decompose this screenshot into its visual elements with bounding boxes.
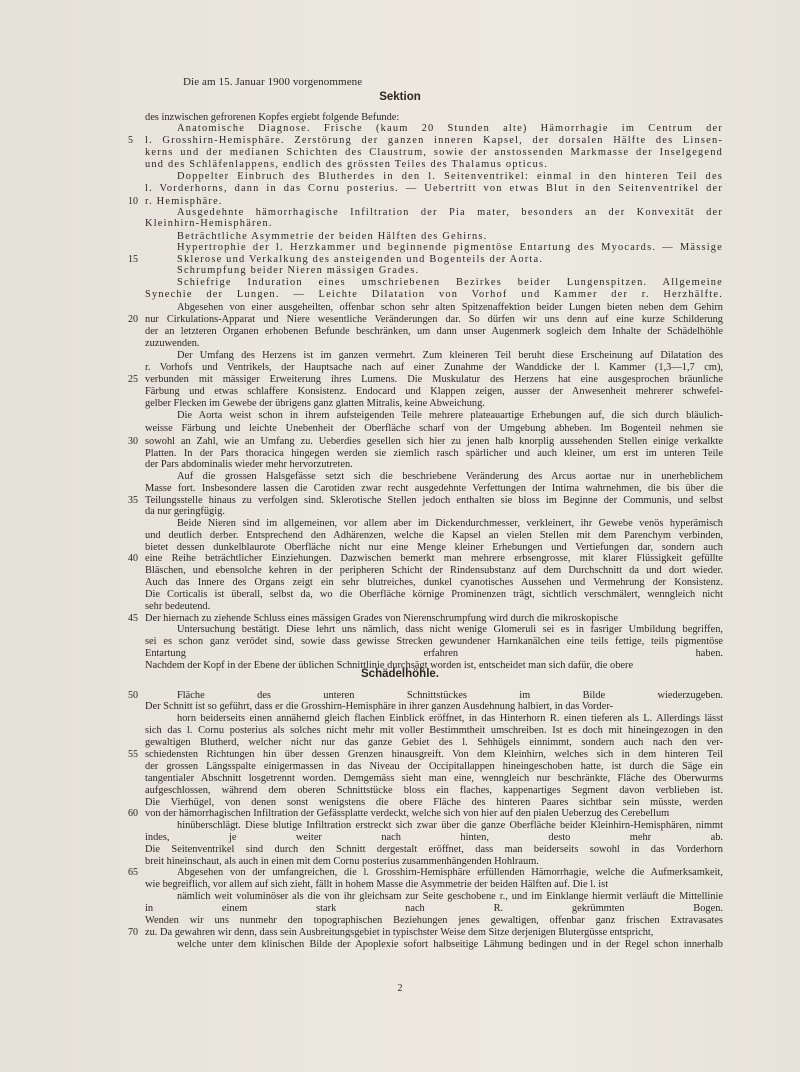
page-number: 2	[397, 983, 403, 994]
line-number: 10	[128, 196, 138, 207]
text-line: r. Vorhofs und Ventrikels, der Hauptsache nach auf einer Zunahme der Wanddicke der l. Kammer (1,3—1,7 cm),	[145, 362, 723, 373]
text-line: Die Seitenventrikel sind durch den Schnitt dergestalt eröffnet, dass man beiderseits sowohl in das Vorderhorn	[145, 844, 723, 855]
text-line: kerns und der medianen Schichten des Claustrum, sowie der anstossenden Markmasse der Inselgegend	[145, 147, 723, 158]
section-title-sektion: Sektion	[379, 91, 421, 103]
text-line: Entartung erfahren haben.	[145, 648, 723, 659]
text-line: und deutlich derber. Entsprechend den Adhärenzen, welche die Kapsel an vielen Stellen mit dem Parenchym verbinden,	[145, 530, 723, 541]
text-line: von der hämorrhagischen Infiltration der Gefässplatte verdeckt, welche sich von hier auf den pialen Ueberzug des Cerebellum	[145, 808, 670, 819]
text-line: Die Vierhügel, von denen sonst wenigstens die obere Fläche des hinteren Paares sichtbar sein müsste, werden	[145, 797, 723, 808]
line-number: 60	[128, 808, 138, 819]
text-line: Die Corticalis ist überall, selbst da, wo die Oberfläche körnige Prominenzen trägt, sichtlich verschmälert, wenngleich nicht	[145, 589, 723, 600]
text-line: Abgesehen von der umfangreichen, die l. Grosshirn-Hemisphäre erfüllenden Hämorrhagie, welche die Aufmerksamkeit,	[177, 867, 723, 878]
text-line: Der Umfang des Herzens ist im ganzen vermehrt. Zum kleineren Teil beruht diese Erscheinung auf Dilatation des	[177, 350, 723, 361]
line-number: 20	[128, 314, 138, 325]
text-line: l. Grosshirn-Hemisphäre. Zerstörung der ganzen inneren Kapsel, der dorsalen Hälfte des Linsen-	[145, 135, 723, 146]
text-line: Der hiernach zu ziehende Schluss eines mässigen Grades von Nierenschrumpfung wird durch die mikroskopische	[145, 613, 618, 624]
line-number: 70	[128, 927, 138, 938]
text-line: Platten. In der Pars thoracica hingegen werden sie ziemlich rasch spärlicher und auch kleiner, um erst im unteren Teile	[145, 448, 723, 459]
text-line: der Pars abdominalis wieder mehr hervorzutreten.	[145, 459, 353, 470]
text-line: Schrumpfung beider Nieren mässigen Grades.	[177, 265, 420, 276]
text-line: gelber Flecken im Gewebe der übrigens ganz glatten Mitralis, keine Abweichung.	[145, 398, 485, 409]
text-line: welche unter dem klinischen Bilde der Apoplexie sofort halbseitige Lähmung bedingen und in der Regel schon innerhalb	[177, 939, 723, 950]
text-line: Doppelter Einbruch des Blutherdes in den l. Seitenventrikel: einmal in den hinteren Teil des	[177, 171, 723, 182]
text-line: Auch das Innere des Organs zeigt ein sehr blutreiches, dunkel cyanotisches Aussehen und Vermehrung der Konsistenz.	[145, 577, 723, 588]
text-line: da nur geringfügig.	[145, 506, 225, 517]
text-line: sei es schon ganz verödet sind, sowie dass gewisse Strecken gewundener Harnkanälchen eine teils fettige, teils pigmentöse	[145, 636, 723, 647]
text-line: wie begreiflich, vor allem auf sich zieht, fällt in hohem Masse die Asymmetrie der beiden Hälften auf. Die l. ist	[145, 879, 609, 890]
line-number: 40	[128, 553, 138, 564]
text-line: und des Schläfenlappens, endlich des grössten Teiles des Thalamus opticus.	[145, 159, 549, 170]
text-line: Anatomische Diagnose. Frische (kaum 20 Stunden alte) Hämorrhagie im Centrum der	[177, 123, 723, 134]
text-line: hinüberschlägt. Diese blutige Infiltration erstreckt sich zwar über die ganze Oberfläche beider Kleinhirn-Hemisphären, nimmt	[177, 820, 723, 831]
text-line: der grossen Längsspalte einigermassen in das Niveau der Occipitallappen hineingeschoben hatte, ist durch die Säge ein	[145, 761, 723, 772]
text-line: Fläche des unteren Schnittstückes im Bilde wiederzugeben.	[177, 690, 723, 701]
line-number: 15	[128, 254, 138, 265]
text-line: nämlich weit voluminöser als die von ihr gleichsam zur Seite geschobene r., und im Einklange hiermit verläuft die Mittellinie	[177, 891, 723, 902]
text-line: sich das l. Cornu posterius als solches nicht mehr mit voller Bestimmtheit umschreiben. Ist es doch mit hineingezogen in den	[145, 725, 723, 736]
text-line: zu. Da gewahren wir denn, dass sein Ausbreitungsgebiet in typischster Weise dem Sitze derjenigen Blutergüsse entspricht,	[145, 927, 654, 938]
text-line: indes, je weiter nach hinten, desto mehr ab.	[145, 832, 723, 843]
text-line: Schiefrige Induration eines umschriebenen Bezirkes beider Lungenspitzen. Allgemeine	[177, 277, 723, 288]
text-line: Kleinhirn-Hemisphären.	[145, 218, 273, 229]
text-line: Ausgedehnte hämorrhagische Infiltration der Pia mater, besonders an der Konvexität der	[177, 207, 723, 218]
text-line: Färbung und etwas schlaffere Konsistenz. Endocard und Klappen zeigen, ausser der Anwesenheit mehrerer schwefel-	[145, 386, 723, 397]
text-line: tangentialer Abschnitt losgetrennt worden. Demgemäss sieht man eine, wenngleich nur beschränkte, Fläche des Oberwurms	[145, 773, 723, 784]
text-line: Hypertrophie der l. Herzkammer und beginnende pigmentöse Entartung des Myocards. — Mässige	[177, 242, 723, 253]
text-line: r. Hemisphäre.	[145, 196, 223, 207]
text-line: Nachdem der Kopf in der Ebene der üblichen Schnittlinie durchsägt worden ist, entscheidet man sich dafür, die obere	[145, 660, 634, 671]
line-number: 5	[128, 135, 133, 146]
text-line: aufgeschlossen, während dem oberen Schnittstücke bloss ein flaches, kappenartiges Segment davon verblieben ist.	[145, 785, 723, 796]
text-line: Auf die grossen Halsgefässe setzt sich die beschriebene Veränderung des Arcus aortae nur in unerheblichem	[177, 471, 723, 482]
line-number: 30	[128, 436, 138, 447]
text-line: Wenden wir uns nunmehr den topographischen Beziehungen jenes gewaltigen, offenbar ganz frischen Extravasates	[145, 915, 723, 926]
text-line: Teilungsstelle hinaus zu verfolgen sind. Sklerotische Stellen jedoch enthalten sie bloss im Beginne der Communis, und selbst	[145, 495, 723, 506]
text-line: in einem stark nach R. gekrümmten Bogen.	[145, 903, 723, 914]
text-line: nur Cirkulations-Apparat und Niere wesentliche Veränderungen dar. So dürfen wir uns denn auf eine kurze Schilderung	[145, 314, 723, 325]
text-line: Abgesehen von einer ausgeheilten, offenbar schon sehr alten Spitzenaffektion beider Lungen bieten neben dem Gehirn	[177, 302, 723, 313]
text-line: gewaltigen Blutherd, welcher nicht nur das ganze Gebiet des l. Sehhügels einnimmt, sondern auch nach den ver-	[145, 737, 723, 748]
text-line: verbunden mit mässiger Erweiterung ihres Lumens. Die Muskulatur des Herzens hat eine ausgesprochen bräunliche	[145, 374, 723, 385]
text-line: zuzuwenden.	[145, 338, 200, 349]
section-title-schaedelhoehle: Schädelhöhle.	[361, 668, 439, 680]
line-number: 50	[128, 690, 138, 701]
line-number: 35	[128, 495, 138, 506]
text-line: Masse fort. Insbesondere lassen die Carotiden zwar recht ausgedehnte Verfettungen der Intima wahrnehmen, die bis über die	[145, 483, 723, 494]
text-line: sowohl an Zahl, wie an Umfang zu. Ueberdies gesellen sich hier zu jenen halb knorplig aussehenden Stellen einige verkalkte	[145, 436, 723, 447]
text-line: Beide Nieren sind im allgemeinen, vor allem aber im Dickendurchmesser, verkleinert, ihr Gewebe venös hyperämisch	[177, 518, 723, 529]
text-line: weisse Färbung und leichte Unebenheit der Oberfläche scharf von der Umgebung abheben. Im Bogenteil nehmen sie	[145, 423, 723, 434]
text-line: Bläschen, und ebensolche kehren in der peripheren Schicht der Rindensubstanz auf dem Durchschnitt da und dort wieder.	[145, 565, 723, 576]
line-number: 45	[128, 613, 138, 624]
line-number: 25	[128, 374, 138, 385]
text-line: Der Schnitt ist so geführt, dass er die Grosshirn-Hemisphäre in ihrer ganzen Ausdehnung halbiert, in das Vorder-	[145, 701, 614, 712]
text-line: Sklerose und Verkalkung des ansteigenden und Bogenteils der Aorta.	[177, 254, 544, 265]
text-line: sehr bedeutend.	[145, 601, 211, 612]
text-line: l. Vorderhorns, dann in das Cornu posterius. — Uebertritt von etwas Blut in den Seitenventrikel der	[145, 183, 723, 194]
line-number: 55	[128, 749, 138, 760]
text-line: der an letzteren Organen erhobenen Befunde beschränken, um dann unser Augenmerk sogleich dem Inhalte der Schädelhöhle	[145, 326, 723, 337]
text-line: Untersuchung bestätigt. Diese lehrt uns nämlich, dass nicht wenige Glomeruli sei es in fasriger Umbildung begriffen,	[177, 624, 723, 635]
text-line: schiedensten Richtungen hin über dessen Grenzen hinausgreift. Von dem Kleinhirn, welches sich in dem hinteren Teil	[145, 749, 723, 760]
running-header: Die am 15. Januar 1900 vorgenommene	[183, 76, 363, 88]
text-line: breit hineinschaut, als auch in einen mit dem Cornu posterius zusammenhängenden Hohlraum.	[145, 856, 539, 867]
text-line: horn beiderseits einen annähernd gleich flachen Einblick eröffnet, in das Hinterhorn R. einen tieferen als L. Allerdings lässt	[177, 713, 723, 724]
text-line: eine Reihe beträchtlicher Einziehungen. Dazwischen bemerkt man mehrere erbsengrosse, mit klarer Flüssigkeit gefüllte	[145, 553, 723, 564]
text-line: des inzwischen gefrorenen Kopfes ergiebt folgende Befunde:	[145, 112, 400, 123]
text-line: Die Aorta weist schon in ihrem aufsteigenden Teile mehrere plateauartige Erhebungen auf, die sich durch bläulich-	[177, 410, 723, 421]
line-number: 65	[128, 867, 138, 878]
text-line: Beträchtliche Asymmetrie der beiden Hälften des Gehirns.	[177, 231, 488, 242]
text-line: bietet dessen dunkelblaurote Oberfläche nicht nur eine Menge kleiner Erhebungen und Vertiefungen dar, sondern auch	[145, 542, 723, 553]
text-line: Synechie der Lungen. — Leichte Dilatation von Vorhof und Kammer der r. Herzhälfte.	[145, 289, 723, 300]
